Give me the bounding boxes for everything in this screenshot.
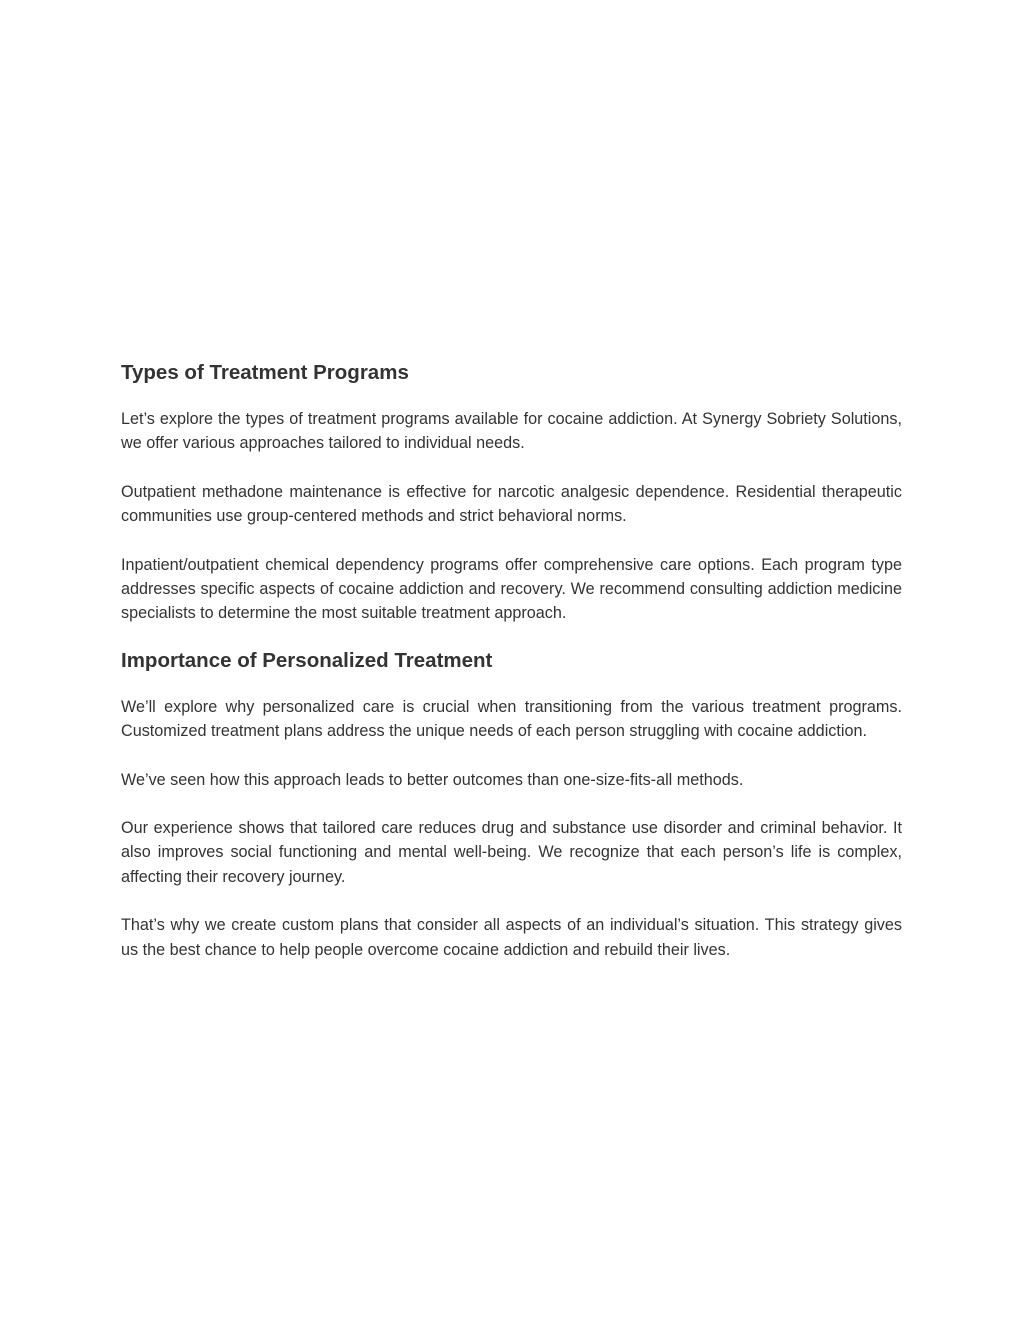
paragraph: Outpatient methadone maintenance is effective for narcotic analgesic dependence. Residential therapeutic communities use group-centered methods and strict behavioral norms. xyxy=(121,482,902,526)
section-heading-treatment-programs: Types of Treatment Programs xyxy=(121,361,409,384)
document-page xyxy=(121,358,902,986)
paragraph: Let’s explore the types of treatment programs available for cocaine addiction. At Synergy Sobriety Solutions, we offer various approaches tailored to individual needs. xyxy=(121,410,902,453)
paragraph: We’ve seen how this approach leads to better outcomes than one-size-fits-all methods. xyxy=(121,770,744,789)
paragraph: We’ll explore why personalized care is crucial when transitioning from the various treatment programs. Customized treatment plans address the unique needs of each person struggling with cocaine addiction. xyxy=(121,697,902,740)
paragraph: That’s why we create custom plans that consider all aspects of an individual’s situation. This strategy gives us the best chance to help people overcome cocaine addiction and rebuild their lives. xyxy=(121,916,902,959)
paragraph: Our experience shows that tailored care reduces drug and substance use disorder and criminal behavior. It also improves social functioning and mental well-being. We recognize that each person’s life is complex, affecting their recovery journey. xyxy=(121,819,902,886)
paragraph: Inpatient/outpatient chemical dependency programs offer comprehensive care options. Each program type addresses specific aspects of cocaine addiction and recovery. We recommend consulting addiction medicine specialists to determine the most suitable treatment approach. xyxy=(121,555,902,623)
section-heading-personalized-treatment: Importance of Personalized Treatment xyxy=(121,648,493,672)
